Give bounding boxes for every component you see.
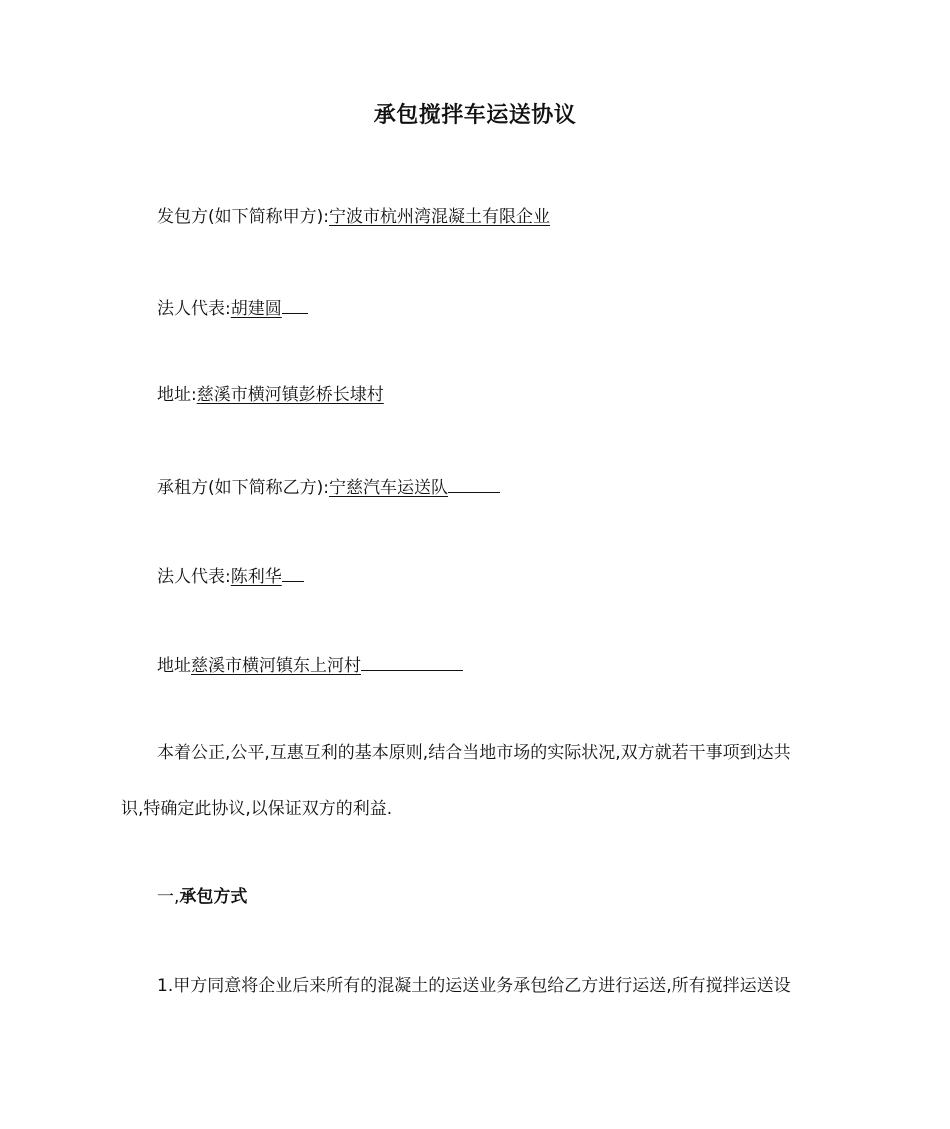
- party-a-rep-label: 法人代表:: [157, 299, 231, 319]
- party-b-line: [157, 473, 500, 500]
- party-b-label: 承租方(如下简称乙方):: [157, 478, 329, 498]
- party-b-rep-line: [157, 562, 304, 589]
- party-a-label: 发包方(如下简称甲方):: [157, 207, 329, 227]
- intro-paragraph-line-1: 本着公正,公平,互惠互利的基本原则,结合当地市场的实际状况,双方就若干事项到达共: [157, 743, 791, 763]
- party-a-name: 宁波市杭州湾混凝土有限企业: [329, 207, 550, 227]
- blank-underline: [448, 473, 500, 493]
- party-a-address-label: 地址:: [157, 385, 197, 405]
- party-a-rep-name: 胡建圆: [230, 299, 282, 319]
- party-b-rep-label: 法人代表:: [157, 567, 231, 587]
- section-1-heading: [157, 885, 247, 909]
- blank-underline: [282, 294, 308, 314]
- clause-1-line-1: 1.甲方同意将企业后来所有的混凝土的运送业务承包给乙方进行运送,所有搅拌运送设: [157, 976, 791, 996]
- party-a-address-value: 慈溪市横河镇彭桥长埭村: [196, 385, 384, 405]
- party-a-rep-line: [157, 294, 308, 321]
- party-b-address-value: 慈溪市横河镇东上河村: [191, 656, 361, 676]
- party-a-line: [157, 205, 550, 229]
- section-1-prefix: 一,: [157, 887, 180, 907]
- blank-underline: [282, 562, 304, 582]
- party-b-address-label: 地址: [157, 656, 191, 676]
- intro-paragraph-line-2: 识,特确定此协议,以保证双方的利益.: [121, 799, 393, 819]
- party-a-address-line: [157, 383, 384, 407]
- document-title: 承包搅拌车运送协议: [373, 103, 577, 128]
- blank-underline: [361, 651, 463, 671]
- party-b-name: 宁慈汽车运送队: [329, 478, 448, 498]
- party-b-rep-name: 陈利华: [230, 567, 282, 587]
- section-1-title: 承包方式: [179, 887, 248, 907]
- party-b-address-line: [157, 651, 463, 678]
